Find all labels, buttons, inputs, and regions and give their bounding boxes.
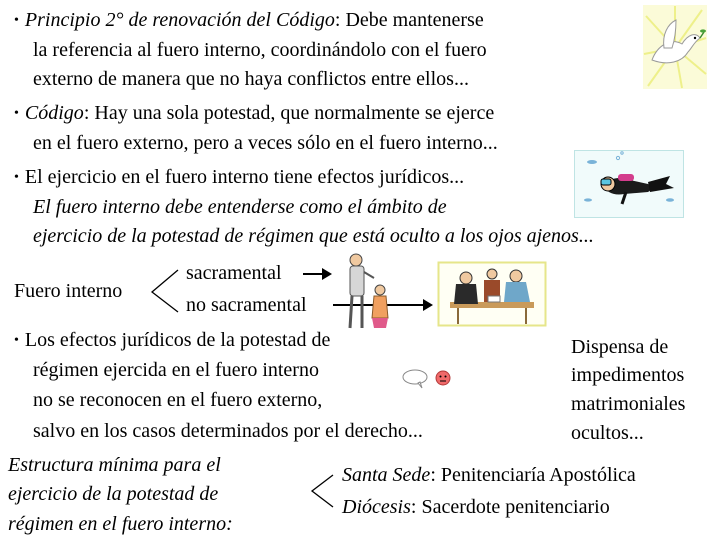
dove-icon [642,4,708,90]
sacramental-label: sacramental [186,262,282,284]
meeting-icon [438,262,546,326]
dispensa-line-1: Dispensa de [571,336,669,358]
santa-sede-term: Santa Sede [342,464,431,486]
bullet-2-term: Código [24,102,84,124]
bullet-marker: • [14,106,19,121]
bullet-4-line-4: salvo en los casos determinados por el derecho... [33,420,423,442]
diocesis-term: Diócesis [342,496,411,518]
no-sacramental-label: no sacramental [186,294,307,316]
bullet-4-line-2: régimen ejercida en el fuero interno [33,359,319,381]
bullet-4-line-3: no se reconocen en el fuero externo, [33,389,323,411]
estructura-line-2: ejercicio de la potestad de [8,483,219,505]
angry-face-icon [436,371,450,385]
bullet-2-line-2: en el fuero externo, pero a veces sólo en el fuero interno... [33,132,498,154]
bullet-1-line-3: externo de manera que no haya conflictos entre ellos... [33,68,469,90]
estructura-line-1: Estructura mínima para el [8,454,221,476]
no-badge-icon [402,368,462,390]
bullet-3-text: El ejercicio en el fuero interno tiene efectos jurídicos... [24,166,465,188]
dispensa-line-2: impedimentos [571,364,685,386]
bullet-3-line-3: ejercicio de la potestad de régimen que está oculto a los ojos ajenos... [33,225,594,247]
diver-icon [574,150,684,218]
diocesis-rest: : Sacerdote penitenciario [410,496,610,518]
bullet-1-line-2: la referencia al fuero interno, coordinándolo con el fuero [33,39,487,61]
fuero-interno-label: Fuero interno [14,280,123,302]
confession-icon [338,248,398,338]
bullet-marker: • [14,333,19,348]
bullet-1-term: Principio 2° de renovación del Código [24,9,335,31]
estructura-bracket [312,475,333,507]
dispensa-line-4: ocultos... [571,422,644,444]
bullet-3-line-2: El fuero interno debe entenderse como el ámbito de [33,196,447,218]
dispensa-line-3: matrimoniales [571,393,686,415]
santa-sede-rest: : Penitenciaría Apostólica [430,464,636,486]
bullet-marker: • [14,170,19,185]
fuero-bracket [152,270,178,312]
bullet-1-rest: : Debe mantenerse [334,9,484,31]
estructura-line-3: régimen en el fuero interno: [8,513,233,535]
bullet-2-rest: : Hay una sola potestad, que normalmente se ejerce [83,102,495,124]
bullet-4-text: Los efectos jurídicos de la potestad de [24,329,331,351]
bullet-marker: • [14,13,19,28]
